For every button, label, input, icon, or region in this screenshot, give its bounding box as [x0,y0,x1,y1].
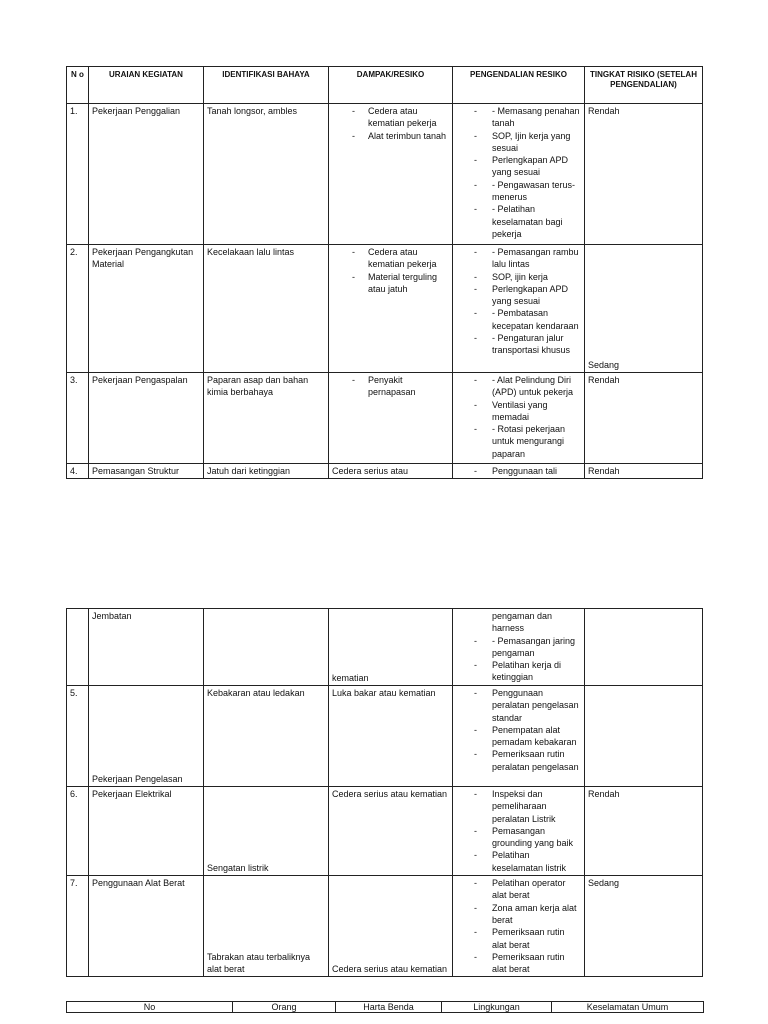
footer-table [66,1001,704,1013]
table-row [67,1002,704,1013]
row-dampak [329,373,453,464]
list-item: - Inspeksi dan pemeliharaan peralatan Listrik [456,788,581,825]
header-pengendalian-resiko: PENGENDALIAN RESIKO [453,67,585,104]
table-row [67,787,703,876]
list-item: - Cedera atau kematian pekerja [332,105,449,130]
list-item: - - Memasang penahan tanah [456,105,581,130]
header-uraian-kegiatan: URAIAN KEGIATAN [89,67,204,104]
row-dampak [329,876,453,977]
row-kegiatan: Pekerjaan Elektrikal [89,787,204,876]
footer-col-lingkungan: Lingkungan [442,1002,552,1013]
list-item: - Cedera atau kematian pekerja [332,246,449,271]
list-item: - Perlengkapan APD yang sesuai [456,283,581,308]
row-tingkat [585,686,703,787]
row-bahaya: Jatuh dari ketinggian [204,464,329,479]
table-row [67,686,703,787]
table-row [67,609,703,686]
row-pengendalian [453,609,585,686]
row-bahaya [204,787,329,876]
row-dampak: Luka bakar atau kematian [329,686,453,787]
row-kegiatan: Pekerjaan Penggalian [89,104,204,245]
pengendalian-list [456,788,581,874]
row-bahaya [204,876,329,977]
row-dampak [329,104,453,245]
list-item: - Pemasangan grounding yang baik [456,825,581,850]
list-item: - Pemeriksaan rutin alat berat [456,951,581,976]
list-item: - - Alat Pelindung Diri (APD) untuk pekerja [456,374,581,399]
row-pengendalian [453,373,585,464]
row-no: 3. [67,373,89,464]
footer-col-no: No [67,1002,233,1013]
list-item: - Penempatan alat pemadam kebakaran [456,724,581,749]
list-item: - - Rotasi pekerjaan untuk mengurangi paparan [456,423,581,460]
pengendalian-list [456,374,581,460]
row-no [67,609,89,686]
row-kegiatan: Pekerjaan Pengangkutan Material [89,245,204,373]
table-row [67,245,703,373]
list-item: - - Pengawasan terus-menerus [456,179,581,204]
bahaya-value: Sengatan listrik [207,862,269,873]
row-dampak [329,609,453,686]
list-item: - Pelatihan operator alat berat [456,877,581,902]
table-row [67,104,703,245]
list-item: - SOP, ijin kerja [456,271,581,283]
row-pengendalian [453,686,585,787]
row-pengendalian [453,464,585,479]
row-pengendalian [453,787,585,876]
row-kegiatan: Jembatan [89,609,204,686]
list-item: - Pelatihan keselamatan listrik [456,849,581,874]
dampak-value: Cedera serius atau kematian [332,964,448,975]
pengendalian-continued: pengaman dan harness [492,611,553,634]
header-no: N o [67,67,89,104]
row-tingkat: Rendah [585,464,703,479]
list-item: - - Pembatasan kecepatan kendaraan [456,307,581,332]
list-item: - - Pelatihan keselamatan bagi pekerja [456,203,581,240]
row-tingkat: Rendah [585,787,703,876]
row-tingkat: Rendah [585,373,703,464]
row-dampak: Cedera serius atau kematian [329,787,453,876]
table-row [67,876,703,977]
dampak-list [332,105,449,142]
tingkat-value: Sedang [588,359,620,370]
list-item: - Penggunaan tali [456,465,581,477]
dampak-value: kematian [332,672,369,683]
row-bahaya: Kecelakaan lalu lintas [204,245,329,373]
row-no: 1. [67,104,89,245]
table-row [67,373,703,464]
pengendalian-list [456,465,581,477]
row-bahaya [204,609,329,686]
row-pengendalian [453,876,585,977]
list-item: - - Pemasangan jaring pengaman [456,635,581,660]
list-item: - Ventilasi yang memadai [456,399,581,424]
header-tingkat-risiko: TINGKAT RISIKO (SETELAH PENGENDALIAN) [585,67,703,104]
pengendalian-list [456,687,581,773]
row-no: 4. [67,464,89,479]
row-pengendalian [453,104,585,245]
pengendalian-list [456,635,581,684]
list-item: - SOP, Ijin kerja yang sesuai [456,130,581,155]
row-no: 5. [67,686,89,787]
bahaya-value: Tabrakan atau terbaliknya alat berat [207,951,311,975]
list-item: - Penyakit pernapasan [332,374,449,399]
row-kegiatan [89,686,204,787]
pengendalian-list [456,877,581,975]
dampak-list [332,374,449,399]
footer-col-keselamatan-umum: Keselamatan Umum [552,1002,704,1013]
row-dampak: Cedera serius atau [329,464,453,479]
row-tingkat: Rendah [585,104,703,245]
row-kegiatan: Pemasangan Struktur [89,464,204,479]
header-identifikasi-bahaya: IDENTIFIKASI BAHAYA [204,67,329,104]
row-pengendalian [453,245,585,373]
table-header-row [67,67,703,104]
list-item: - Penggunaan peralatan pengelasan standar [456,687,581,724]
list-item: - Perlengkapan APD yang sesuai [456,154,581,179]
table-row [67,464,703,479]
row-dampak [329,245,453,373]
list-item: - Pemeriksaan rutin peralatan pengelasan [456,748,581,773]
row-bahaya: Tanah longsor, ambles [204,104,329,245]
risk-table-part-1 [66,66,703,479]
dampak-list [332,246,449,295]
row-no: 7. [67,876,89,977]
header-dampak-resiko: DAMPAK/RESIKO [329,67,453,104]
row-tingkat [585,609,703,686]
footer-col-orang: Orang [233,1002,336,1013]
row-tingkat: Sedang [585,876,703,977]
pengendalian-list [456,246,581,357]
footer-col-harta-benda: Harta Benda [336,1002,442,1013]
list-item: - - Pengaturan jalur transportasi khusus [456,332,581,357]
risk-table-part-2 [66,608,703,977]
list-item: - Material terguling atau jatuh [332,271,449,296]
row-no: 6. [67,787,89,876]
kegiatan-value: Pekerjaan Pengelasan [92,773,183,784]
row-bahaya: Kebakaran atau ledakan [204,686,329,787]
row-no: 2. [67,245,89,373]
list-item: - Pemeriksaan rutin alat berat [456,926,581,951]
row-kegiatan: Penggunaan Alat Berat [89,876,204,977]
row-tingkat [585,245,703,373]
row-bahaya: Paparan asap dan bahan kimia berbahaya [204,373,329,464]
list-item: - - Pemasangan rambu lalu lintas [456,246,581,271]
list-item: - Pelatihan kerja di ketinggian [456,659,581,684]
row-kegiatan: Pekerjaan Pengaspalan [89,373,204,464]
list-item: - Zona aman kerja alat berat [456,902,581,927]
list-item: - Alat terimbun tanah [332,130,449,142]
pengendalian-list [456,105,581,240]
